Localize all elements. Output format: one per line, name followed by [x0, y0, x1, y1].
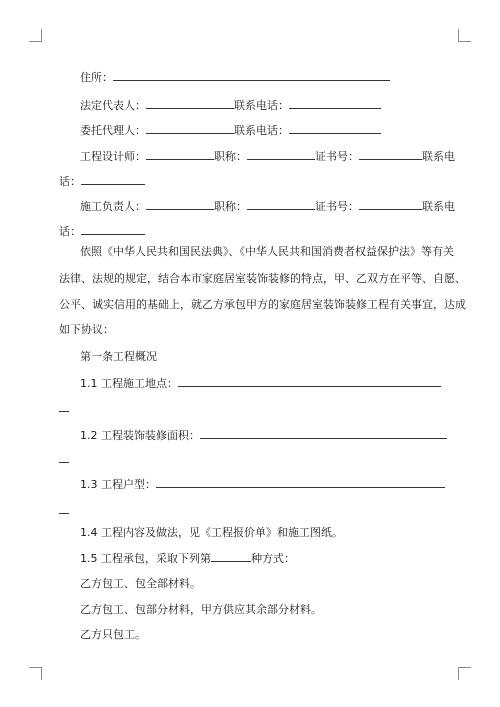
item-1-3-blank[interactable]: [156, 476, 445, 488]
designer-title-label: 职称：: [214, 150, 247, 163]
designer-label: 工程设计师：: [80, 150, 146, 163]
item-1-1-label: 1.1 工程施工地点：: [80, 377, 178, 390]
option-c: 乙方只包工。: [80, 628, 146, 641]
intro-line-3: 公平、诚实信用的基础上，就乙方承包甲方的家庭居室装饰装修工程有关事宜，达成: [59, 298, 466, 311]
article-1-heading: 第一条工程概况: [80, 350, 157, 363]
address-line: [80, 69, 390, 84]
agent-label: 委托代理人：: [80, 124, 146, 137]
intro-line-1: 依照《中华人民共和国民法典》、《中华人民共和国消费者权益保护法》等有关: [80, 245, 454, 258]
item-1-3-label: 1.3 工程户型：: [80, 478, 156, 491]
intro-line-2: 法律、法规的规定，结合本市家庭居室装饰装修的特点，甲、乙双方在平等、自愿、: [59, 272, 466, 285]
agent-blank[interactable]: [146, 122, 234, 134]
address-label: 住所：: [80, 71, 113, 84]
crop-mark-bottom-right: [458, 667, 471, 680]
manager-title-label: 职称：: [214, 200, 247, 213]
manager-phone-label-end: 话：: [59, 225, 81, 238]
designer-cert-label: 证书号：: [315, 150, 359, 163]
designer-line-wrap: [59, 173, 145, 188]
manager-line-wrap: [59, 223, 145, 238]
manager-label: 施工负责人：: [80, 200, 146, 213]
item-1-2-line: [80, 427, 447, 442]
designer-title-blank[interactable]: [247, 148, 315, 160]
option-a: 乙方包工、包全部材料。: [80, 577, 201, 590]
legal-rep-line: [80, 97, 381, 112]
manager-phone-label: 联系电: [422, 200, 455, 213]
crop-mark-bottom-left: [29, 667, 42, 680]
address-blank[interactable]: [113, 69, 390, 81]
item-1-5-label-end: 种方式：: [251, 552, 295, 565]
option-b: 乙方包工、包部分材料，甲方供应其余部分材料。: [80, 603, 322, 616]
item-1-3-line: [80, 476, 445, 491]
legal-rep-phone-blank[interactable]: [289, 97, 381, 109]
manager-blank[interactable]: [146, 198, 214, 210]
item-1-5-blank[interactable]: [211, 550, 251, 562]
item-1-1-continuation: [59, 411, 69, 412]
manager-phone-blank[interactable]: [81, 223, 145, 235]
intro-line-4: 如下协议：: [59, 323, 114, 336]
item-1-2-label: 1.2 工程装饰装修面积：: [80, 429, 200, 442]
designer-phone-label-end: 话：: [59, 175, 81, 188]
item-1-5-line: [80, 550, 295, 565]
legal-rep-phone-label: 联系电话：: [234, 99, 289, 112]
manager-cert-blank[interactable]: [359, 198, 422, 210]
item-1-1-line: [80, 375, 441, 390]
item-1-1-blank[interactable]: [178, 375, 441, 387]
legal-rep-label: 法定代表人：: [80, 99, 146, 112]
item-1-3-continuation: [59, 513, 69, 514]
agent-phone-label: 联系电话：: [234, 124, 289, 137]
item-1-4: 1.4 工程内容及做法，见《工程报价单》和施工图纸。: [80, 526, 343, 539]
designer-phone-label: 联系电: [422, 150, 455, 163]
manager-line: [80, 198, 455, 213]
crop-mark-top-right: [458, 29, 471, 42]
designer-line: [80, 148, 455, 163]
agent-line: [80, 122, 381, 137]
item-1-2-continuation: [59, 462, 69, 463]
item-1-2-blank[interactable]: [200, 427, 447, 439]
crop-mark-top-left: [29, 29, 42, 42]
designer-cert-blank[interactable]: [359, 148, 422, 160]
agent-phone-blank[interactable]: [289, 122, 381, 134]
manager-cert-label: 证书号：: [315, 200, 359, 213]
designer-phone-blank[interactable]: [81, 173, 145, 185]
legal-rep-blank[interactable]: [146, 97, 234, 109]
manager-title-blank[interactable]: [247, 198, 315, 210]
item-1-5-label: 1.5 工程承包，采取下列第: [80, 552, 211, 565]
designer-blank[interactable]: [146, 148, 214, 160]
